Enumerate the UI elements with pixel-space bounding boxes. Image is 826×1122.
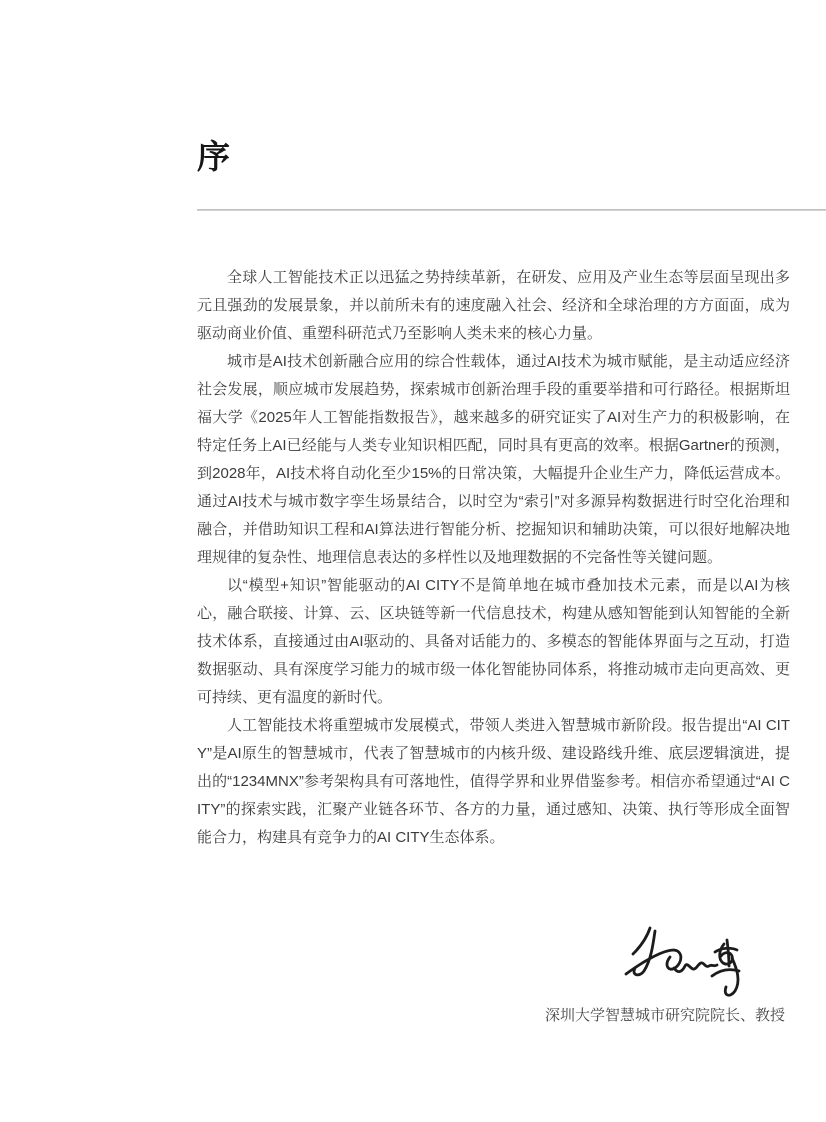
page-title: 序 [197,138,231,175]
title-divider [197,209,826,211]
paragraph: 全球人工智能技术正以迅猛之势持续革新，在研发、应用及产业生态等层面呈现出多元且强劲的发展景象，并以前所未有的速度融入社会、经济和全球治理的方方面面，成为驱动商业价值、重塑科研范式乃至影响人类未来的核心力量。 [197,269,790,342]
paragraph: 城市是AI技术创新融合应用的综合性载体，通过AI技术为城市赋能，是主动适应经济社会发展，顺应城市发展趋势，探索城市创新治理手段的重要举措和可行路径。根据斯坦福大学《2025年人工智能指数报告》，越来越多的研究证实了AI对生产力的积极影响，在特定任务上AI已经能与人类专业知识相匹配，同时具有更高的效率。根据Gartner的预测，到2028年，AI技术将自动化至少15%的日常决策，大幅提升企业生产力，降低运营成本。通过AI技术与城市数字孪生场景结合，以时空为“索引”对多源异构数据进行时空化治理和融合，并借助知识工程和AI算法进行智能分析、挖掘知识和辅助决策，可以很好地解决地理规律的复杂性、地理信息表达的多样性以及地理数据的不完备性等关键问题。 [197,353,790,566]
signature-caption: 深圳大学智慧城市研究院院长、教授 [544,1007,785,1024]
paragraph: 人工智能技术将重塑城市发展模式，带领人类进入智慧城市新阶段。报告提出“AI CITY”是AI原生的智慧城市，代表了智慧城市的内核升级、建设路线升维、底层逻辑演进，提出的“1234MNX”参考架构具有可落地性，值得学界和业界借鉴参考。相信亦希望通过“AI CITY”的探索实践，汇聚产业链各环节、各方的力量，通过感知、决策、执行等形成全面智能合力，构建具有竞争力的AI CITY生态体系。 [197,717,790,846]
handwritten-signature-icon [608,918,758,1003]
paragraph: 以“模型+知识”智能驱动的AI CITY不是简单地在城市叠加技术元素，而是以AI为核心，融合联接、计算、云、区块链等新一代信息技术，构建从感知智能到认知智能的全新技术体系，直接通过由AI驱动的、具备对话能力的、多模态的智能体界面与之互动，打造数据驱动、具有深度学习能力的城市级一体化智能协同体系，将推动城市走向更高效、更可持续、更有温度的新时代。 [197,577,790,706]
preface-body [197,264,790,852]
